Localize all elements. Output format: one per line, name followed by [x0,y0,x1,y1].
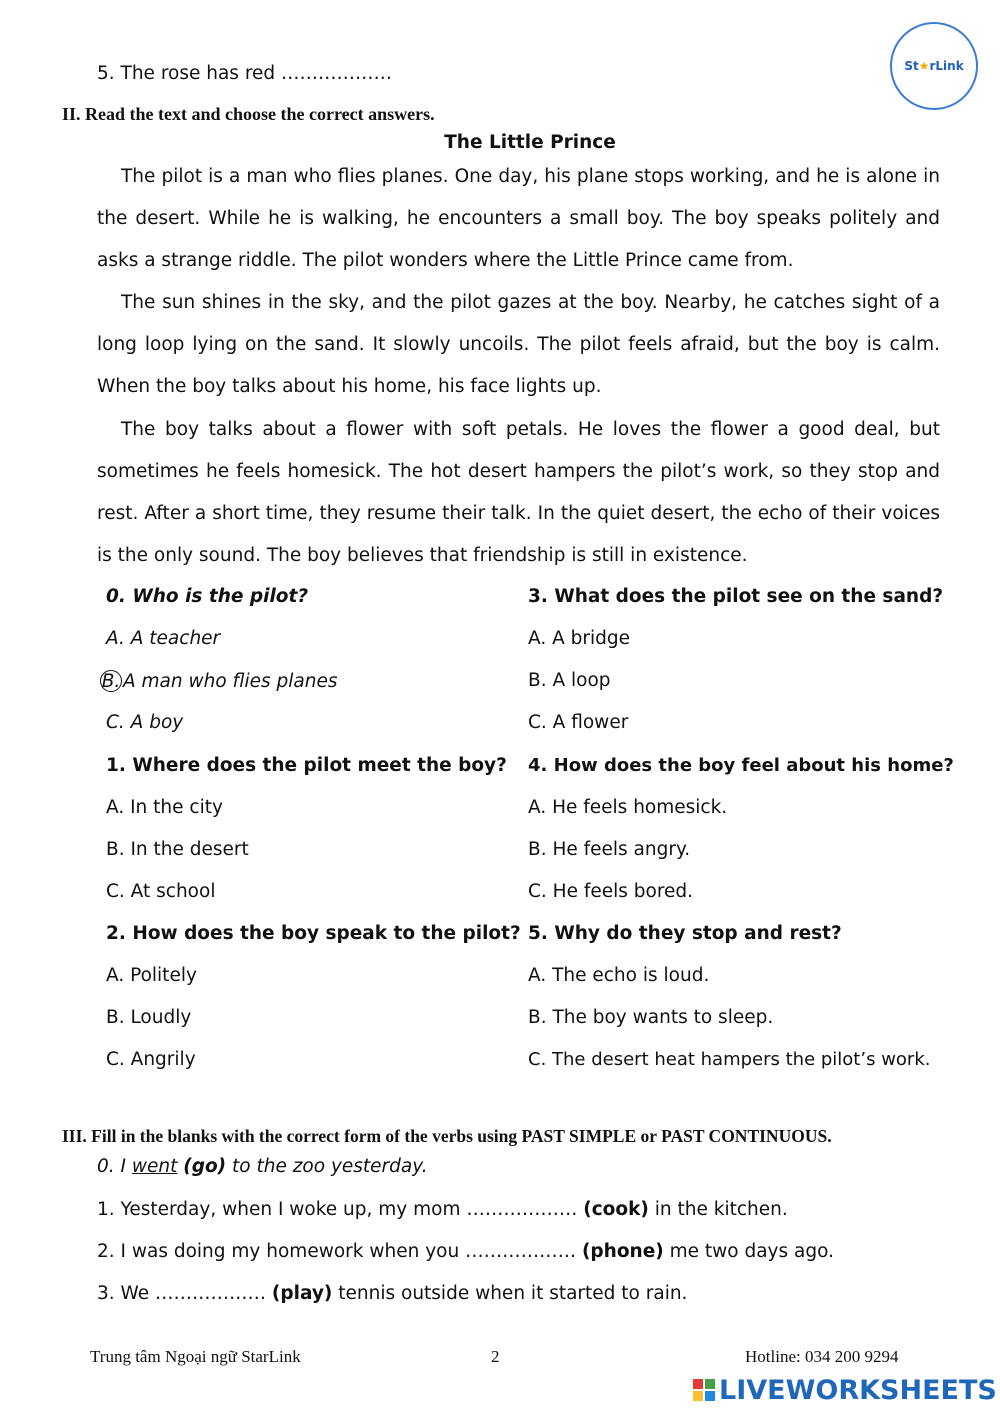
exercise3-item-2: 2. I was doing my homework when you ……………… (phone) me two days ago. [97,1241,834,1262]
footer-page-number: 2 [491,1347,500,1366]
liveworksheets-watermark [693,1375,997,1405]
question-4-option-b[interactable]: B. He feels angry. [528,839,691,860]
question-2-option-a[interactable]: A. Politely [106,965,197,986]
footer-center-name: Trung tâm Ngoại ngữ StarLink [90,1347,301,1366]
logo-text-start: St [904,59,919,73]
question-5-option-b[interactable]: B. The boy wants to sleep. [528,1007,774,1028]
exercise3-instruction: III. Fill in the blanks with the correct form of the verbs using PAST SIMPLE or PAST CONTINUOUS. [62,1126,832,1146]
answer-blank[interactable]: ……………… [465,1241,577,1262]
footer-hotline: Hotline: 034 200 9294 [745,1347,899,1366]
answer-blank[interactable]: ……………… [155,1283,267,1304]
question-2: 2. How does the boy speak to the pilot? [106,923,521,944]
question-1-option-b[interactable]: B. In the desert [106,839,249,860]
starlink-logo [890,22,978,110]
reading-title: The Little Prince [444,132,616,153]
question-4-option-c[interactable]: C. He feels bored. [528,881,694,902]
star-icon: ★ [918,59,930,73]
question-0-option-a[interactable]: A. A teacher [106,628,221,649]
exercise3-item-3: 3. We ……………… (play) tennis outside when it started to rain. [97,1283,688,1304]
question-2-option-c[interactable]: C. Angrily [106,1049,196,1070]
question-3: 3. What does the pilot see on the sand? [528,586,944,607]
selected-answer-circle: B. [101,671,121,692]
question-3-option-c[interactable]: C. A flower [528,712,629,733]
liveworksheets-text: LIVEWORKSHEETS [719,1374,997,1406]
question-5: 5. Why do they stop and rest? [528,923,842,944]
logo-text-end: rLink [929,59,964,73]
exercise1-item-5: 5. The rose has red ……………… [97,63,393,84]
reading-paragraph-1: The pilot is a man who flies planes. One day, his plane stops working, and he is alone in the desert. While he is walking, he encounters a small boy. The boy speaks politely and asks a strange riddle. The pilot wonders where the Little Prince came from. [97,166,940,271]
exercise3-item-1: 1. Yesterday, when I woke up, my mom ……………… (cook) in the kitchen. [97,1199,788,1220]
question-5-option-c[interactable]: C. The desert heat hampers the pilot’s work. [528,1049,931,1070]
question-4-option-a[interactable]: A. He feels homesick. [528,797,728,818]
reading-paragraph-2: The sun shines in the sky, and the pilot gazes at the boy. Nearby, he catches sight of a long loop lying on the sand. It slowly uncoils. The pilot feels afraid, but the boy is calm. When the boy talks about his home, his face lights up. [97,292,940,397]
question-3-option-a[interactable]: A. A bridge [528,628,630,649]
liveworksheets-icon [693,1379,715,1401]
reading-paragraph-3: The boy talks about a flower with soft petals. He loves the flower a good deal, but sometimes he feels homesick. The hot desert hampers the pilot’s work, so they stop and rest. After a short time, they resume their talk. In the quiet desert, the echo of their voices is the only sound. The boy believes that friendship is still in existence. [97,419,940,566]
answer-blank[interactable]: ……………… [281,63,393,84]
answer-blank[interactable]: ……………… [466,1199,578,1220]
exercise3-example: 0. I went (go) to the zoo yesterday. [97,1156,428,1177]
question-1: 1. Where does the pilot meet the boy? [106,755,507,776]
question-3-option-b[interactable]: B. A loop [528,670,611,691]
question-1-option-a[interactable]: A. In the city [106,797,223,818]
question-0: 0. Who is the pilot? [106,586,309,607]
exercise2-instruction: II. Read the text and choose the correct answers. [62,104,435,124]
question-0-option-c[interactable]: C. A boy [106,712,184,733]
question-0-option-b[interactable]: B. A man who flies planes [101,671,338,692]
example-answer: went [131,1156,178,1177]
question-4: 4. How does the boy feel about his home? [528,755,954,776]
question-5-option-a[interactable]: A. The echo is loud. [528,965,710,986]
question-2-option-b[interactable]: B. Loudly [106,1007,192,1028]
question-1-option-c[interactable]: C. At school [106,881,216,902]
